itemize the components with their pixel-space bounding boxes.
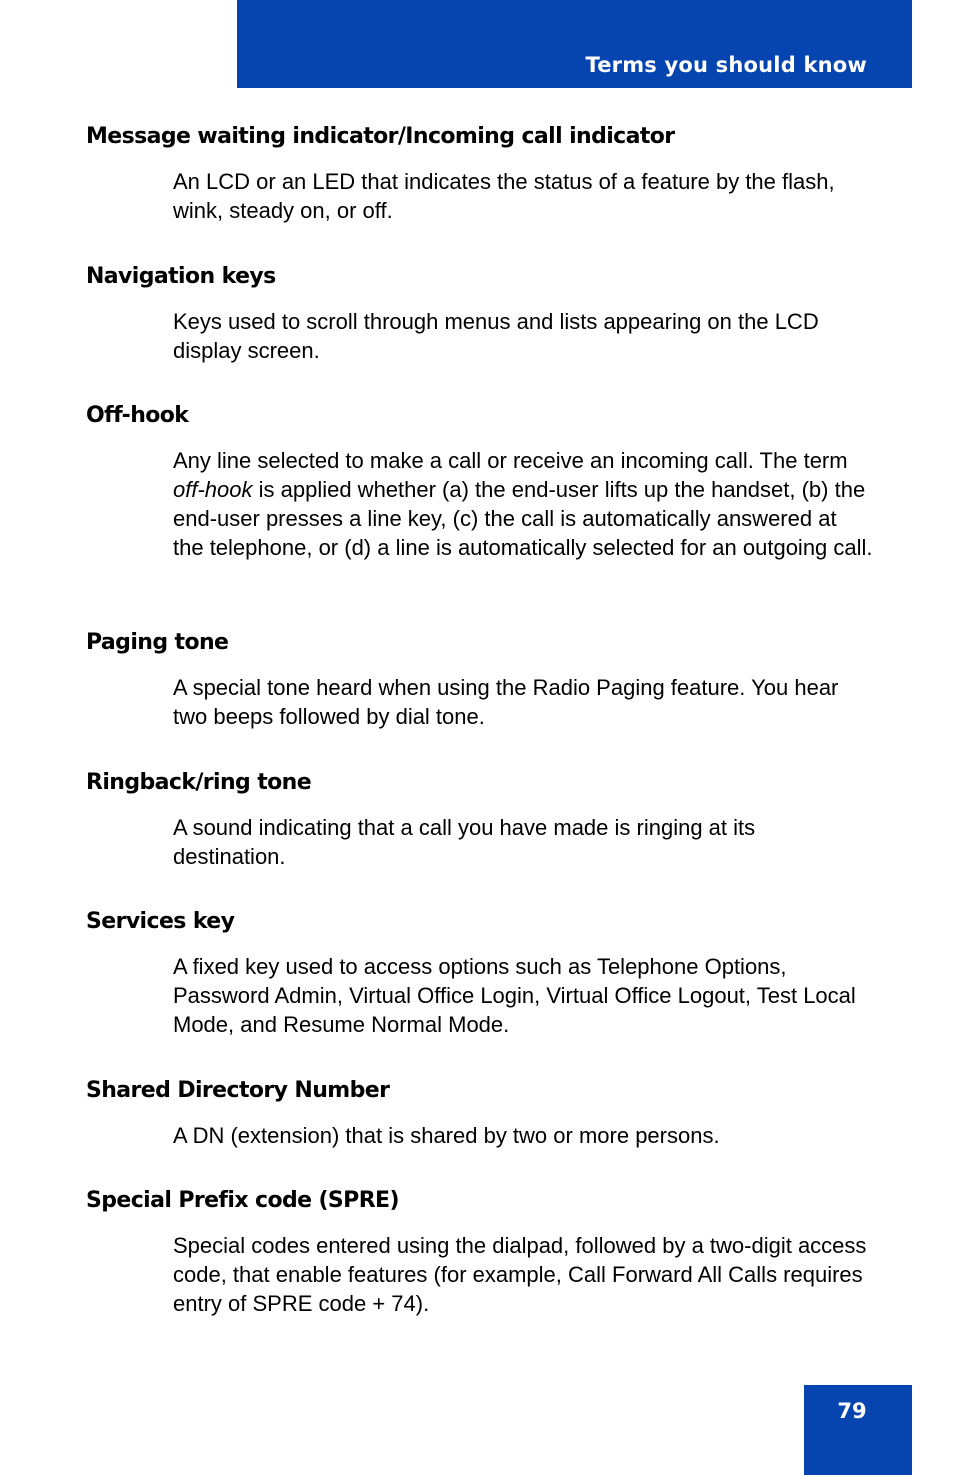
term-heading: Off-hook xyxy=(86,403,189,428)
term-heading: Message waiting indicator/Incoming call indicator xyxy=(86,124,675,149)
term-definition: A special tone heard when using the Radio Paging feature. You hear two beeps followed by dial tone. xyxy=(173,675,839,729)
term-heading: Special Prefix code (SPRE) xyxy=(86,1188,399,1213)
term-definition: An LCD or an LED that indicates the status of a feature by the flash, wink, steady on, or off. xyxy=(173,169,835,223)
term-heading: Services key xyxy=(86,909,235,934)
term-heading: Navigation keys xyxy=(86,264,276,289)
definition-text: Any line selected to make a call or receive an incoming call. The term xyxy=(173,448,848,473)
term-definition: Keys used to scroll through menus and lists appearing on the LCD display screen. xyxy=(173,309,819,363)
term-definition: A DN (extension) that is shared by two or more persons. xyxy=(173,1123,720,1148)
header-bar xyxy=(237,0,912,88)
term-definition: Special codes entered using the dialpad, followed by a two-digit access code, that enable features (for example, Call Forward All Calls requires entry of SPRE code + 74). xyxy=(173,1233,867,1316)
page-number-box xyxy=(804,1385,912,1475)
running-header-title: Terms you should know xyxy=(585,53,867,77)
term-heading: Paging tone xyxy=(86,630,229,655)
term-definition: A fixed key used to access options such as Telephone Options, Password Admin, Virtual Office Login, Virtual Office Logout, Test Local Mode, and Resume Normal Mode. xyxy=(173,954,856,1037)
page-number: 79 xyxy=(837,1399,867,1423)
definition-emphasis: off-hook xyxy=(173,477,253,502)
definition-text: is applied whether (a) the end-user lifts up the handset, (b) the end-user presses a line key, (c) the call is automatically answered at the telephone, or (d) a line is automatically selected for an outgoing call. xyxy=(173,477,873,560)
term-heading: Shared Directory Number xyxy=(86,1078,390,1103)
term-heading: Ringback/ring tone xyxy=(86,770,312,795)
term-definition: A sound indicating that a call you have made is ringing at its destination. xyxy=(173,815,756,869)
term-definition xyxy=(173,446,873,562)
